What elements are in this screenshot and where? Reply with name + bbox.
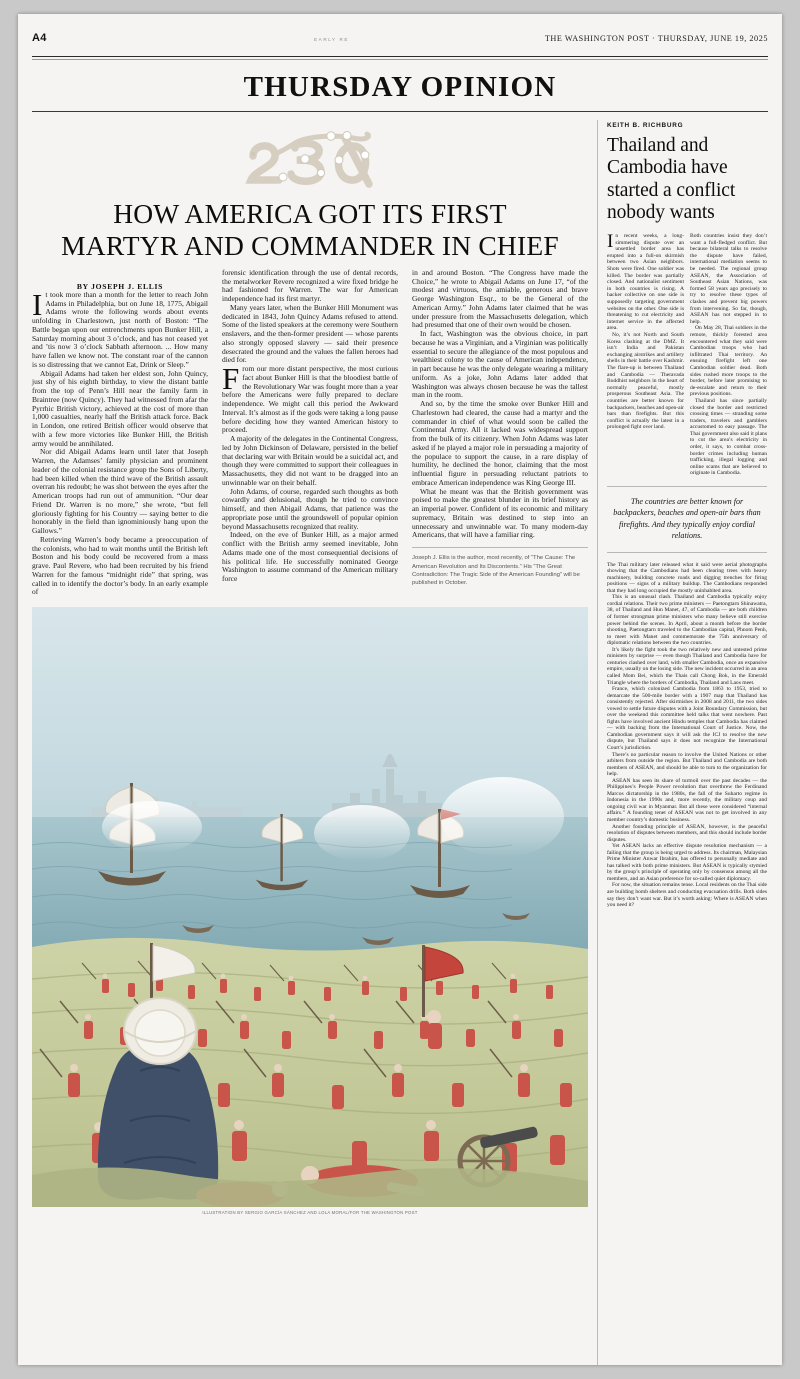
rail-article (607, 120, 767, 1365)
headline-line-1: HOW AMERICA GOT ITS FIRST (113, 198, 507, 230)
paragraph: Many years later, when the Bunker Hill Monument was dedicated in 1843, John Quincy Adams refused to attend. Some of the listed speakers at the ceremony were Southern enslavers, and the then-former president — whose parents also strongly opposed slavery — said their presence desecrated the ground and the values the fallen heroes had died for. (222, 302, 398, 365)
anniversary-250-logo (32, 126, 588, 192)
paragraph: France, which colonized Cambodia from 1863 to 1953, tried to demarcate the 500-mile border with a 1907 map that Thailand has consistently rejected. After skirmishes in 2008 and 2011, the two sides vowed to settle future disputes with a Joint Boundary Commission, but over the weekend this committee held talks that went nowhere. Past fights have involved ancient Hindu temples that Cambodia has claimed — with backing from the International Court of Justice. Now, the Cambodian government says it will ask the ICJ to resolve the new dispute, but Thailand says it does not recognize the International Court’s jurisdiction. (607, 686, 767, 751)
paragraph: And so, by the time the smoke over Bunker Hill and Charlestown had cleared, the cause had a martyr and the commander in chief of what would soon be called the Continental Army. All it lacked was widespread support from the bulk of its citizenry. When John Adams was later asked if he played a major role in persuading a majority of the populace to support the cause, in a rare display of humility, he declined the honor, claiming that the most influential figure in persuading reluctant patriots to embrace American independence was King George III. (412, 399, 588, 487)
rail-column-1 (607, 233, 684, 477)
paragraph: A majority of the delegates in the Continental Congress, led by John Dickinson of Delaware, persisted in the belief that declaring war with Britain would be a suicidal act, and though they were committed to support their colleagues in Massachusetts, they did not want to be dragged into an unwinnable war on their behalf. (222, 434, 398, 487)
drop-cap: F (222, 361, 240, 397)
headline-line-2: MARTYR AND COMMANDER IN CHIEF (61, 230, 559, 262)
feature-headline (50, 198, 570, 262)
paragraph (607, 233, 684, 332)
paragraph-text: n recent weeks, a long-simmering dispute over an unsettled border area has erupted into a full-on skirmish between two Asian neighbors. Shots were fired. One soldier was killed. The border was partially closed. And nationalist sentiment in both countries is rising. A hacker collective on one side is supposedly targeting government websites on the other. One side is threatening to cut electricity and internet service in the affected area. (607, 233, 684, 332)
paragraph: It’s likely the fight took the two relatively new and untested prime ministers by surprise — even though Thailand and Cambodia have for centuries clashed over land, with smaller Cambodia, once an expansive empire, usually on the losing side. The new incident occurred in an area called Mom Bei, which the Thais call Chong Bok, in the Emerald Triangle where the borders of Cambodia, Thailand and Laos meet. (607, 646, 767, 686)
paragraph: In fact, Washington was the obvious choice, in part because he was a Virginian, and a Virginian was politically essential to secure the allegiance of the most populous and wealthiest colony to the cause of American independence, in part because he was the only delegate wearing a military uniform. As a joke, John Adams later added that Washington was always chosen because he was the tallest man in the room. (412, 329, 588, 400)
paragraph: forensic identification through the use of dental records, the metalworker Revere recognized a wire fixed bridge he had fashioned for Warren. The war for American independence had its first martyr. (222, 267, 398, 304)
paragraph: Indeed, on the eve of Bunker Hill, as a major armed conflict with the British army seemed inevitable, John Adams made one of the most consequential decisions of his political life. He successfully nominated George Washington to assume command of the American military force (222, 530, 398, 584)
paragraph: ASEAN has seen its share of turmoil over the past decades — the Philippines’s People Power revolution that overthrew the Ferdinand Marcos dictatorship in the 1980s, the fall of the Suharto regime in Indonesia in the 1990s and, more recently, the military coup and ongoing civil war in Myanmar. But all these were considered “internal affairs.” A founding tenet of ASEAN was not to get involved in any member country’s domestic business. (607, 777, 767, 823)
page-body (32, 120, 768, 1365)
section-rule (32, 111, 768, 112)
paragraph: Yet ASEAN lacks an effective dispute resolution mechanism — a failing that the group is being urged to address. Its chairman, Malaysian Prime Minister Anwar Ibrahim, has offered to personally mediate and has talked with both prime ministers. But ASEAN is typically stymied by the group’s principle of operating only by consensus among all the members, and an Asian preference for so-called quiet diplomacy. (607, 843, 767, 882)
rail-column-2 (690, 233, 767, 477)
rail-columns (607, 233, 767, 477)
page-number: A4 (32, 32, 47, 44)
newspaper-page (18, 14, 782, 1365)
paragraph: On May 28, Thai soldiers in the remote, thickly forested area encountered what they said were Cambodian troops who had infiltrated Thai territory. An ensuing firefight left one Cambodian soldier dead. Both sides rushed more troops to the border, before later promising to de-escalate and return to their previous positions. (690, 325, 767, 398)
paragraph: For now, the situation remains tense. Local residents on the Thai side are building bomb shelters and conducting evacuation drills. Both sides say they don’t want war. But it’s worth asking: Where is ASEAN when you need it? (607, 882, 767, 909)
section-title: THURSDAY OPINION (243, 71, 557, 104)
pull-quote: The countries are better known for backpackers, beaches and open-air bars than firefights. And they typically enjoy cordial relations. (607, 486, 767, 553)
paragraph: Retrieving Warren’s body became a preoccupation of the colonists, who had to wait months until the British left Boston and his body could be recovered from a mass grave. Paul Revere, who had been recruited by his friend Warren for the famous “midnight ride” that spring, was called in to identify the doctor’s body. In an early example of (32, 534, 208, 597)
paragraph: Thailand has since partially closed the border and restricted crossing times — stranding some traders, travelers and gamblers accustomed to easy passage. The Thai government also said it plans to cut the area’s electricity in order, it says, to combat cross-border crimes including human trafficking, illegal logging and online scams that are believed to originate in Cambodia. (690, 397, 767, 477)
column-divider (597, 120, 598, 1365)
rail-headline: Thailand and Cambodia have started a conflict nobody wants (607, 135, 736, 223)
feature-article (32, 120, 588, 1365)
feature-column-2 (222, 269, 398, 597)
paragraph: What he meant was that the British government was poised to make the greatest blunder in its brief history as an imperial power. Confident of its economic and military supremacy, Britain was destined to step into an unnecessary and unwinnable war. To many modern-day Americans, that will have a familiar ring. (412, 486, 588, 540)
feature-column-3 (412, 269, 588, 597)
feature-illustration (32, 607, 588, 1215)
feature-column-1 (32, 269, 208, 597)
folio-bar (32, 28, 768, 54)
rail-continued (607, 562, 767, 909)
paragraph-text: t took more than a month for the letter to reach John Adams in Philadelphia, but on June 18, 1775, Abigail Adams wrote the following words about events unfolding in Charlestown, just north of Boston: “The Battle began upon our entrenchments upon Bunker Hill, a Saturday morning about 3 o’clock, and has not ceased yet and ’tis now 3 o’clock Sabbath afternoon. ... How many have fallen we know not. The constant roar of the cannon is so distressing that we cannot Eat, Drink or Sleep.” (32, 289, 208, 369)
publication-line: THE WASHINGTON POST · THURSDAY, JUNE 19, 2025 (544, 34, 768, 43)
paragraph: John Adams, of course, regarded such thoughts as both cowardly and delusional, though he tried to convince himself, and then Abigail Adams, that patience was the appropriate pose until the groundswell of popular opinion beyond Massachusetts recognized that reality. (222, 486, 398, 531)
paragraph (222, 361, 398, 435)
paragraph: There’s no particular reason to involve the United Nations or other arbiters from outside the region. But Thailand and Cambodia are both members of ASEAN, and should be able to turn to the organization for help. (607, 751, 767, 778)
feature-columns (32, 269, 588, 597)
drop-cap: I (607, 231, 614, 253)
paragraph: This is an unusual clash. Thailand and Cambodia typically enjoy cordial relations. Their two prime ministers — Paetongtarn Shinawatra, 38, of Thailand and Hun Manet, 47, of Cambodia — are both children of former strongman prime ministers who many believe still exercise power behind the scenes. In April, about a month before the border shooting, Paetongtarn traveled to the Cambodian capital, Phnom Penh, to meet with Manet and commemorate the 75th anniversary of diplomatic relations between the two countries. (607, 594, 767, 647)
section-banner (32, 60, 768, 111)
rail-columnist-name: KEITH B. RICHBURG (607, 122, 684, 130)
drop-cap: I (32, 286, 43, 322)
author-tagline: Joseph J. Ellis is the author, most recently, of “The Cause: The American Revolution and Its Discontents.” His “The Great Contradiction: The Tragic Side of the American Founding” will be published in October. (412, 547, 588, 588)
paragraph: Another founding principle of ASEAN, however, is the peaceful resolution of disputes between members, and this should include border disputes. (607, 823, 767, 843)
paragraph-text: rom our more distant perspective, the most curious fact about Bunker Hill is that the bloodiest battle of the Revolutionary War was fought more than a year before the Americans were fully prepared to declare independence. We might call this period the Awkward Interval. It’s almost as if the gods were taking a long pause before deciding how they wanted American history to proceed. (222, 364, 398, 435)
feature-byline: BY JOSEPH J. ELLIS (76, 281, 164, 291)
paragraph: Both countries insist they don’t want a full-fledged conflict. But because bilateral talks to resolve the dispute have failed, international mediation seems to be needed. The regional group ASEAN, the Association of Southeast Asian Nations, was formed 58 years ago precisely to try to resolve these types of clashes and prevent big powers from intervening. So far, though, ASEAN has not stepped in to help. (690, 233, 767, 325)
paragraph: in and around Boston. “The Congress have made the Choice,” he wrote to Abigail Adams on June 17, “of the modest and virtuous, the amiable, generous and brave George Washington Esqr., to be the General of the American Army.” John Adams later claimed that he was under pressure from the Massachusetts delegation, which had presumed that one of their own would be chosen. (412, 267, 588, 330)
paragraph: The Thai military later released what it said were aerial photographs showing that the Cambodians had been clearing trees with heavy machinery, building concrete roads and digging trenches for firing positions — signs of a military buildup. The Cambodians responded that they had long occupied the mostly uninhabited area. (607, 561, 767, 594)
paragraph: Nor did Abigail Adams learn until later that Joseph Warren, the Adamses’ family physician and prominent leader of the colonial resistance group the Sons of Liberty, had been killed when the third wave of the British assault overran his redoubt; he was shot between the eyes after the American troops had run out of ammunition. “Our dear Friend Dr. Warren is no more,” she wrote, “but fell gloriously fighting for his Country — saying better to die honorably in the field than ignominiously hang upon the Gallows.” (32, 447, 208, 536)
paragraph: No, it’s not North and South Korea clashing at the DMZ. It isn’t India and Pakistan exchanging airstrikes and artillery shells in their battle over Kashmir. The flare-up is between Thailand and Cambodia — Theravada Buddhist neighbors in the heart of normally peaceful, mostly prosperous Southeast Asia. The countries are better known for backpackers, beaches and open-air bars than firefights. But this conflict is actually the latest in a prolonged fight over land. (607, 331, 684, 431)
edition-mark: EARLY RE (314, 37, 350, 42)
paragraph: Abigail Adams had taken her eldest son, John Quincy, just shy of his eighth birthday, to view the distant battle from the top of Penn’s Hill near the family farm in Braintree (now Quincy). They had witnessed from afar the Pyrrhic British victory, achieved at the cost of more than 1,000 casualties, nearly half the British attack force. Back in London, one retired British officer would observe that with a few more victories like Bunker Hill, the British army would be annihilated. (32, 368, 208, 448)
illustration-credit: ILLUSTRATION BY SERGIO GARCÍA SÁNCHEZ AND LOLA MORAL/FOR THE WASHINGTON POST (202, 1210, 418, 1216)
